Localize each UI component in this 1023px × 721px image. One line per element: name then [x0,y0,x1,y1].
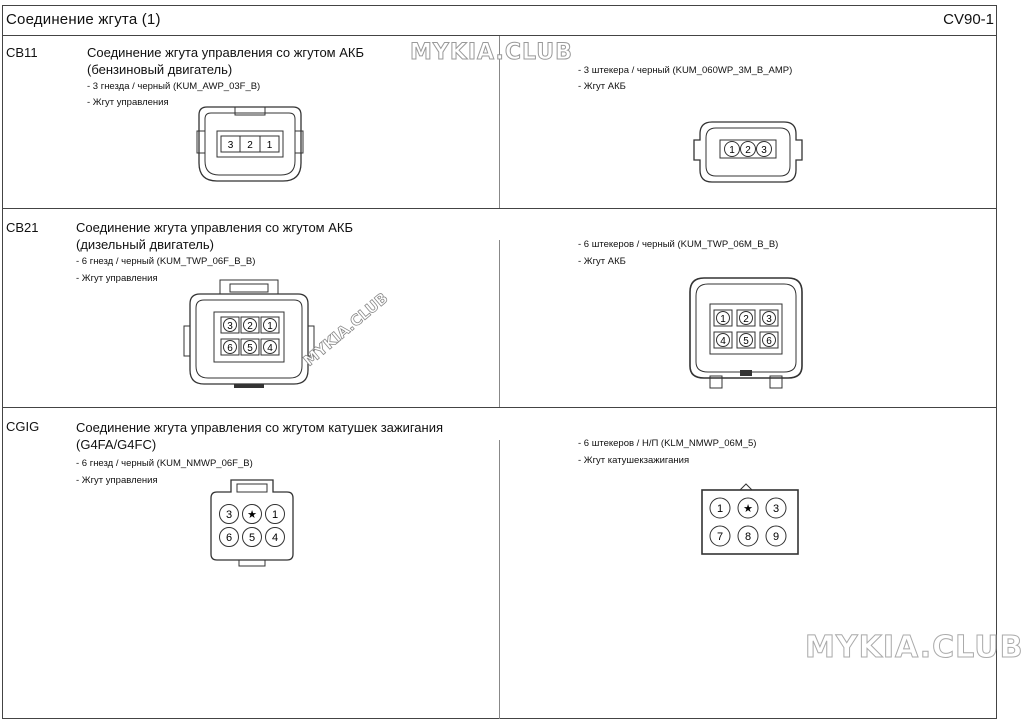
right-harness-label: - Жгут АКБ [578,256,626,267]
left-connector-spec: - 3 гнезда / черный (KUM_AWP_03F_B) [87,81,261,92]
page-code: CV90-1 [943,11,994,28]
pin-label: 1 [267,321,273,332]
connector-cgig-male-diagram [700,480,800,558]
watermark: MYKIA.CLUB [805,630,1023,665]
section-code: CB21 [6,220,39,235]
pin-label: 1 [716,503,724,515]
connector-cb21-male-diagram [684,274,808,392]
pin-label: 4 [720,336,726,347]
section-title-line1: Соединение жгута управления со жгутом катушек зажигания [76,420,444,435]
pin-label: 7 [716,531,724,543]
section-divider [2,407,997,408]
pin-label: 1 [271,509,279,521]
pin-label: 3 [227,321,233,332]
pin-label: 3 [766,314,772,325]
pin-label: 2 [745,145,751,156]
right-connector-spec: - 3 штекера / черный (KUM_060WP_3M_B_AMP) [578,65,793,76]
left-harness-label: - Жгут управления [87,97,169,108]
section-title-line1: Соединение жгута управления со жгутом АКБ [87,45,364,60]
pin-label: 3 [761,145,767,156]
connector-cb21-female-diagram [184,276,314,390]
left-harness-label: - Жгут управления [76,475,158,486]
page-title: Соединение жгута (1) [6,11,161,28]
left-harness-label: - Жгут управления [76,273,158,284]
pin-label: 4 [271,532,279,544]
section-code: CGIG [6,419,40,434]
right-connector-spec: - 6 штекеров / черный (KUM_TWP_06M_B_B) [578,239,779,250]
pin-label: 4 [267,343,273,354]
connector-cb11-male-diagram [690,118,806,186]
pin-label: 5 [247,343,253,354]
connector-cb11-female-diagram [195,103,305,185]
pin-label: 3 [772,503,780,515]
section-title-line1: Соединение жгута управления со жгутом АКБ [76,220,353,235]
pin-label: 1 [729,145,735,156]
section-title [87,44,364,78]
connector-cgig-female-diagram [207,476,297,568]
section-code: CB11 [6,45,38,60]
pin-label: 3 [225,509,233,521]
pin-label: 9 [772,531,780,543]
section-title-line2: (G4FA/G4FC) [76,437,157,452]
section-title-line2: (бензиновый двигатель) [87,62,233,77]
pin-label: 6 [225,532,233,544]
pin-label: 5 [248,532,256,544]
section-title [76,419,443,453]
pin-label: ★ [247,509,257,521]
pin-label: 2 [247,321,253,332]
pin-label: 8 [744,531,752,543]
pin-label: 6 [227,343,233,354]
pin-label: 2 [247,140,253,151]
column-divider [499,440,500,719]
section-divider [2,208,997,209]
right-harness-label: - Жгут катушекзажигания [578,455,690,466]
watermark: MYKIA.CLUB [300,288,392,370]
watermark: MYKIA.CLUB [410,40,573,65]
left-connector-spec: - 6 гнезд / черный (KUM_NMWP_06F_B) [76,458,253,469]
pin-label: 3 [227,140,234,151]
left-connector-spec: - 6 гнезд / черный (KUM_TWP_06F_B_B) [76,256,256,267]
pin-label: 1 [720,314,726,325]
pin-label: 6 [766,336,772,347]
section-title-line2: (дизельный двигатель) [76,237,214,252]
right-connector-spec: - 6 штекеров / Н/П (KLM_NMWP_06M_5) [578,438,757,449]
section-title [76,219,353,253]
column-divider [499,240,500,407]
pin-label: 5 [743,336,749,347]
pin-label: ★ [743,503,753,515]
right-harness-label: - Жгут АКБ [578,81,626,92]
pin-label: 2 [743,314,749,325]
pin-label: 1 [266,140,273,151]
